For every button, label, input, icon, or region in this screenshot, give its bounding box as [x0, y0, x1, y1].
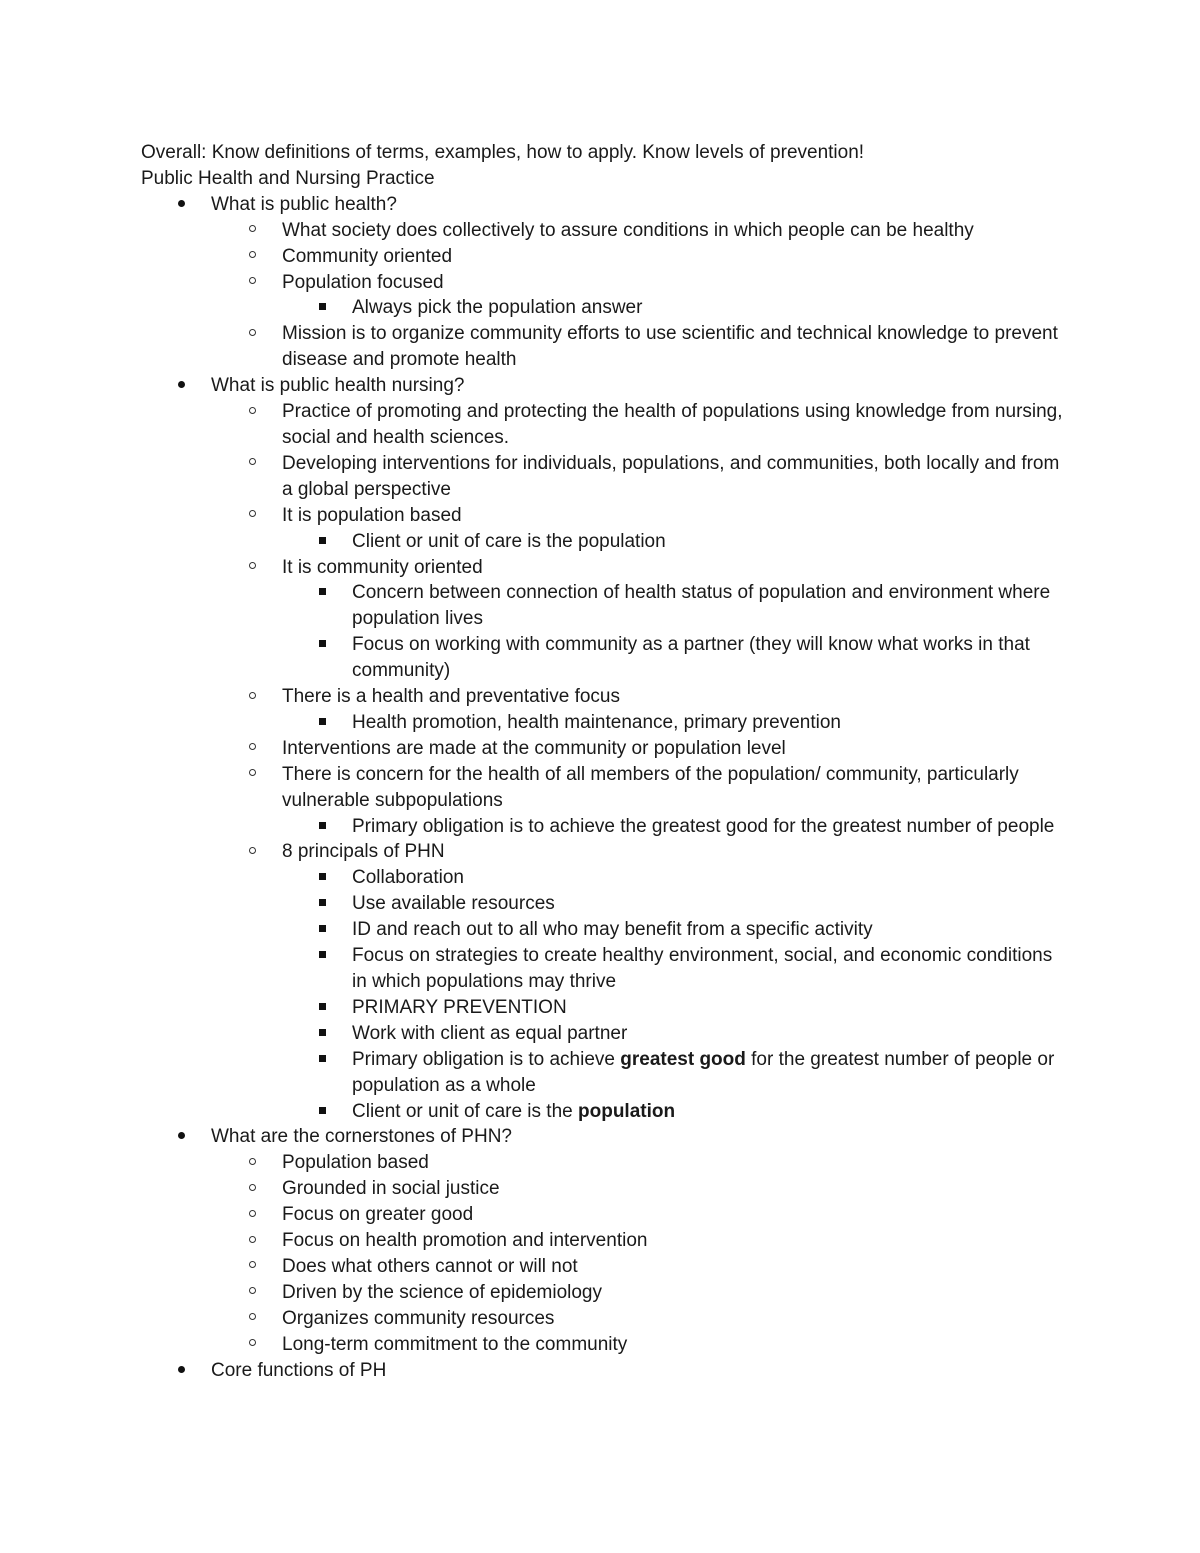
list-item: Driven by the science of epidemiology — [141, 1280, 1071, 1306]
filled-circle-bullet-icon — [171, 1358, 191, 1384]
list-item: Developing interventions for individuals, populations, and communities, both locally and from a global perspective — [141, 451, 1071, 503]
list-item-q1 — [141, 192, 1071, 218]
list-item: Community oriented — [141, 244, 1071, 270]
square-bullet-icon — [312, 1021, 332, 1047]
list-item: Concern between connection of health status of population and environment where population lives — [141, 580, 1071, 632]
hollow-circle-bullet-icon — [242, 1306, 262, 1332]
list-item: Use available resources — [141, 891, 1071, 917]
list-item: Work with client as equal partner — [141, 1021, 1071, 1047]
list-item: ID and reach out to all who may benefit from a specific activity — [141, 917, 1071, 943]
list-item: Practice of promoting and protecting the health of populations using knowledge from nursing, social and health sciences. — [141, 399, 1071, 451]
list-item: Population focused — [141, 270, 1071, 296]
hollow-circle-bullet-icon — [242, 399, 262, 425]
hollow-circle-bullet-icon — [242, 1228, 262, 1254]
list-item: There is concern for the health of all members of the population/ community, particularly vulnerable subpopulations — [141, 762, 1071, 814]
hollow-circle-bullet-icon — [242, 839, 262, 865]
square-bullet-icon — [312, 917, 332, 943]
square-bullet-icon — [312, 995, 332, 1021]
square-bullet-icon — [312, 1047, 332, 1073]
hollow-circle-bullet-icon — [242, 1176, 262, 1202]
list-item: 8 principals of PHN — [141, 839, 1071, 865]
list-item-q3 — [141, 1124, 1071, 1150]
square-bullet-icon — [312, 814, 332, 840]
hollow-circle-bullet-icon — [242, 1150, 262, 1176]
filled-circle-bullet-icon — [171, 192, 191, 218]
list-item: Focus on strategies to create healthy environment, social, and economic conditions in which populations may thrive — [141, 943, 1071, 995]
list-item: Primary obligation is to achieve greatest good for the greatest number of people or population as a whole — [141, 1047, 1071, 1099]
q4-title: Core functions of PH — [211, 1359, 387, 1381]
list-item: Mission is to organize community efforts to use scientific and technical knowledge to prevent disease and promote health — [141, 321, 1071, 373]
list-item: Organizes community resources — [141, 1306, 1071, 1332]
square-bullet-icon — [312, 295, 332, 321]
square-bullet-icon — [312, 943, 332, 969]
emphasis-greatest-good: greatest good — [620, 1048, 746, 1070]
square-bullet-icon — [312, 632, 332, 658]
document-page — [141, 140, 1071, 1384]
list-item: Collaboration — [141, 865, 1071, 891]
hollow-circle-bullet-icon — [242, 1202, 262, 1228]
hollow-circle-bullet-icon — [242, 503, 262, 529]
list-item: PRIMARY PREVENTION — [141, 995, 1071, 1021]
list-item: Focus on health promotion and intervention — [141, 1228, 1071, 1254]
hollow-circle-bullet-icon — [242, 218, 262, 244]
list-item: Client or unit of care is the population — [141, 529, 1071, 555]
list-item: Focus on working with community as a partner (they will know what works in that community) — [141, 632, 1071, 684]
list-item: Grounded in social justice — [141, 1176, 1071, 1202]
list-item-q2 — [141, 373, 1071, 399]
hollow-circle-bullet-icon — [242, 1280, 262, 1306]
emphasis-population: population — [578, 1100, 676, 1122]
list-item: Does what others cannot or will not — [141, 1254, 1071, 1280]
hollow-circle-bullet-icon — [242, 555, 262, 581]
square-bullet-icon — [312, 1099, 332, 1125]
square-bullet-icon — [312, 891, 332, 917]
square-bullet-icon — [312, 529, 332, 555]
section-title: Public Health and Nursing Practice — [141, 167, 435, 189]
list-item: It is population based — [141, 503, 1071, 529]
hollow-circle-bullet-icon — [242, 270, 262, 296]
list-item: Always pick the population answer — [141, 295, 1071, 321]
hollow-circle-bullet-icon — [242, 1254, 262, 1280]
list-item: Primary obligation is to achieve the greatest good for the greatest number of people — [141, 814, 1071, 840]
overall-note: Overall: Know definitions of terms, examples, how to apply. Know levels of prevention! — [141, 142, 865, 163]
list-item: Population based — [141, 1150, 1071, 1176]
q2-title: What is public health nursing? — [211, 375, 465, 397]
filled-circle-bullet-icon — [171, 373, 191, 399]
square-bullet-icon — [312, 865, 332, 891]
list-item: Interventions are made at the community or population level — [141, 736, 1071, 762]
hollow-circle-bullet-icon — [242, 1332, 262, 1358]
list-item: There is a health and preventative focus — [141, 684, 1071, 710]
list-item: Health promotion, health maintenance, primary prevention — [141, 710, 1071, 736]
list-item: What society does collectively to assure conditions in which people can be healthy — [141, 218, 1071, 244]
list-item: Client or unit of care is the population — [141, 1099, 1071, 1125]
square-bullet-icon — [312, 710, 332, 736]
square-bullet-icon — [312, 580, 332, 606]
q1-title: What is public health? — [211, 193, 397, 215]
hollow-circle-bullet-icon — [242, 244, 262, 270]
hollow-circle-bullet-icon — [242, 762, 262, 788]
hollow-circle-bullet-icon — [242, 736, 262, 762]
hollow-circle-bullet-icon — [242, 321, 262, 347]
hollow-circle-bullet-icon — [242, 684, 262, 710]
q3-title: What are the cornerstones of PHN? — [211, 1126, 512, 1148]
list-item: Long-term commitment to the community — [141, 1332, 1071, 1358]
list-item-q4 — [141, 1358, 1071, 1384]
list-item: Focus on greater good — [141, 1202, 1071, 1228]
list-item: It is community oriented — [141, 555, 1071, 581]
hollow-circle-bullet-icon — [242, 451, 262, 477]
filled-circle-bullet-icon — [171, 1124, 191, 1150]
